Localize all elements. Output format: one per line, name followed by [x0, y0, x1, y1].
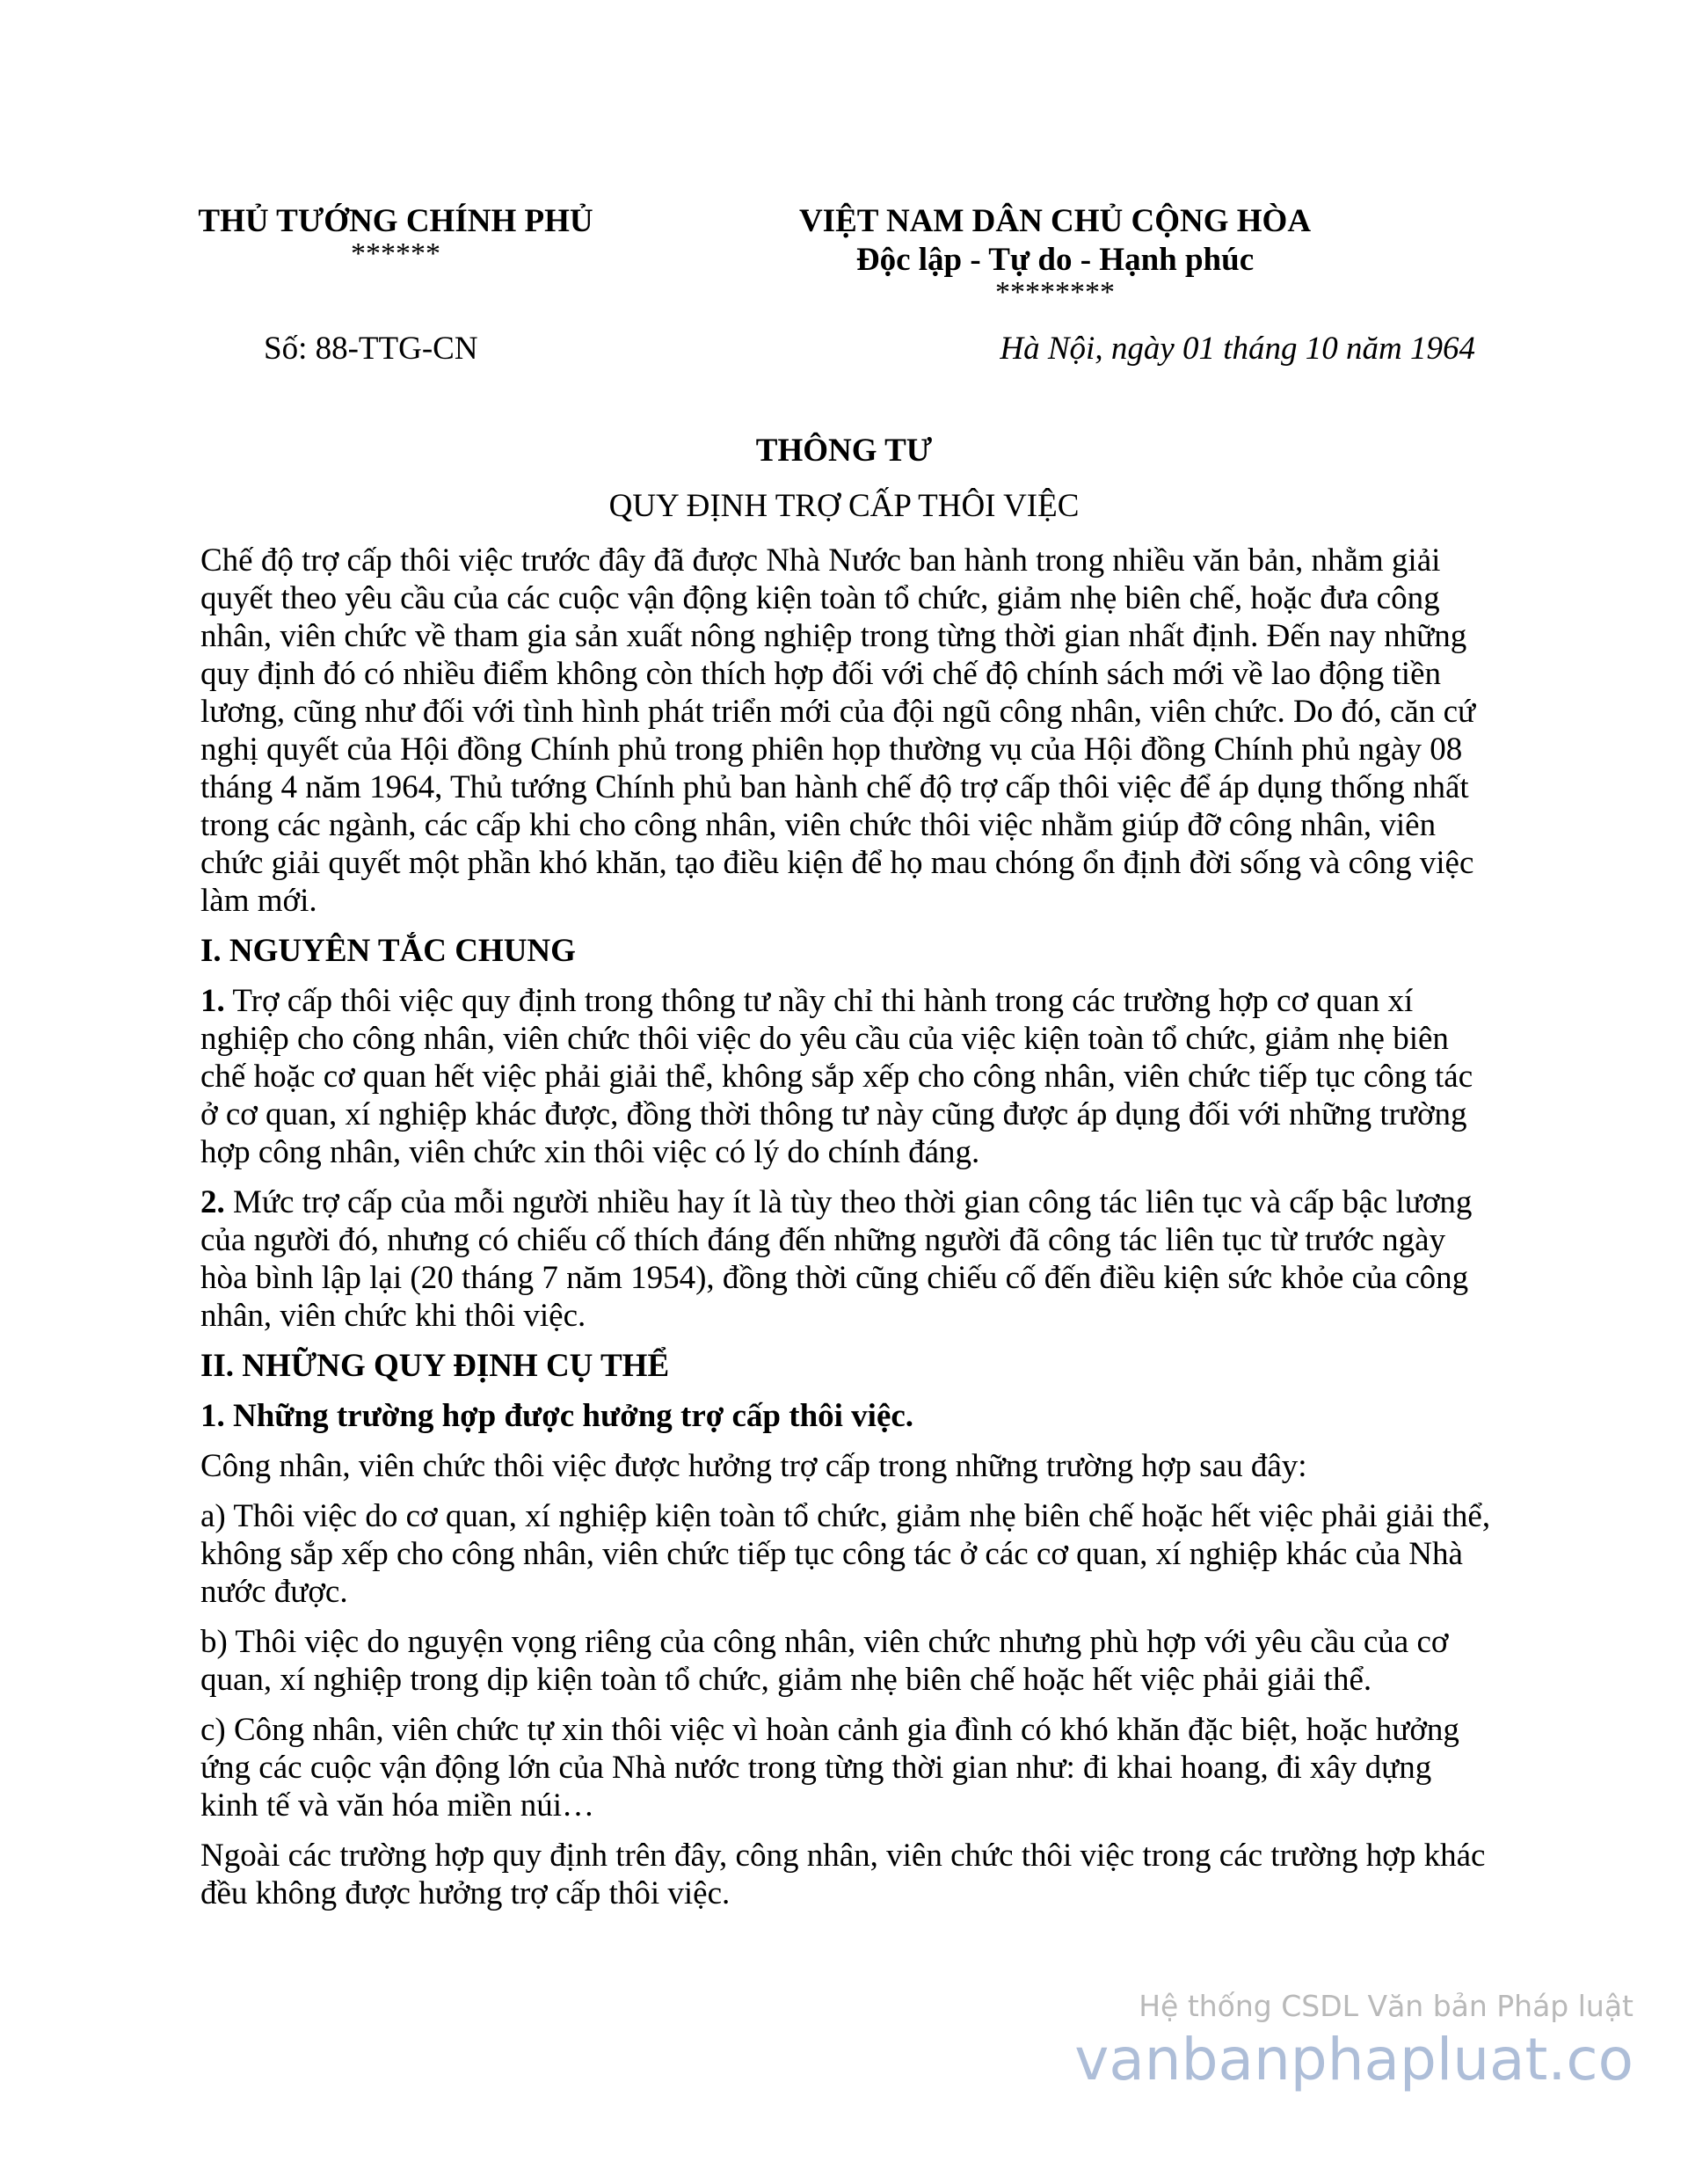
motto-stars: ********: [995, 276, 1115, 309]
case-c: c) Công nhân, viên chức tự xin thôi việc vì hoàn cảnh gia đình có khó khăn đặc biệt, hoặc hưởng ứng các cuộc vận động lớn của Nhà nước trong từng thời gian như: đi khai hoang, đi xây dựng kinh tế và văn hóa miền núi…: [200, 1712, 1459, 1824]
case-a: a) Thôi việc do cơ quan, xí nghiệp kiện toàn tổ chức, giảm nhẹ biên chế hoặc hết việc phải giải thể, không sắp xếp cho công nhân, viên chức tiếp tục công tác ở các cơ quan, xí nghiệp khác của Nhà nước được.: [200, 1498, 1491, 1610]
section-1-item-2: [200, 1183, 1493, 1335]
intro-paragraph: Chế độ trợ cấp thôi việc trước đây đã được Nhà Nước ban hành trong nhiều văn bản, nhằm giải quyết theo yêu cầu của các cuộc vận động kiện toàn tổ chức, giảm nhẹ biên chế, hoặc đưa công nhân, viên chức về tham gia sản xuất nông nghiệp trong từng thời gian nhất định. Đến nay những quy định đó có nhiều điểm không còn thích hợp đối với chế độ chính sách mới về lao động tiền lương, cũng như đối với tình hình phát triển mới của đội ngũ công nhân, viên chức. Do đó, căn cứ nghị quyết của Hội đồng Chính phủ trong phiên họp thường vụ của Hội đồng Chính phủ ngày 08 tháng 4 năm 1964, Thủ tướng Chính phủ ban hành chế độ trợ cấp thôi việc để áp dụng thống nhất trong các ngành, các cấp khi cho công nhân, viên chức thôi việc nhằm giúp đỡ công nhân, viên chức giải quyết một phần khó khăn, tạo điều kiện để họ mau chóng ổn định đời sống và công việc làm mới.: [200, 542, 1476, 919]
issuer-name: THỦ TƯỚNG CHÍNH PHỦ: [198, 203, 593, 239]
national-motto: Độc lập - Tự do - Hạnh phúc: [855, 242, 1255, 278]
watermark-site: vanbanphapluat.co: [1074, 2026, 1633, 2093]
item-number: 2.: [200, 1184, 225, 1220]
item-text: Mức trợ cấp của mỗi người nhiều hay ít là tùy theo thời gian công tác liên tục và cấp bậc lương của người đó, nhưng có chiếu cố thích đáng đến những người đã công tác liên tục từ trước ngày hòa bình lập lại (20 tháng 7 năm 1954), đồng thời cũng chiếu cố đến điều kiện sức khỏe của công nhân, viên chức khi thôi việc.: [200, 1184, 1473, 1334]
issuer-block: [185, 202, 607, 270]
section-2-heading: II. NHỮNG QUY ĐỊNH CỤ THỂ: [200, 1348, 670, 1384]
country-name: VIỆT NAM DÂN CHỦ CỘNG HÒA: [798, 203, 1312, 239]
closing-paragraph: Ngoài các trường hợp quy định trên đây, công nhân, viên chức thôi việc trong các trường hợp khác đều không được hưởng trợ cấp thôi việc.: [200, 1838, 1486, 1911]
section-1-heading: I. NGUYÊN TẮC CHUNG: [200, 933, 576, 969]
document-subject: QUY ĐỊNH TRỢ CẤP THÔI VIỆC: [608, 488, 1080, 524]
place-date: Hà Nội, ngày 01 tháng 10 năm 1964: [1000, 331, 1475, 367]
case-b: b) Thôi việc do nguyện vọng riêng của công nhân, viên chức nhưng phù hợp với yêu cầu của cơ quan, xí nghiệp trong dịp kiện toàn tổ chức, giảm nhẹ biên chế hoặc hết việc phải giải thể.: [200, 1624, 1449, 1698]
item-number: 1.: [200, 983, 225, 1019]
national-motto-block: [747, 202, 1363, 309]
watermark-caption: Hệ thống CSDL Văn bản Pháp luật: [1139, 1989, 1633, 2023]
document-body: [200, 542, 1493, 1925]
document-number: Số: 88-TTG-CN: [264, 331, 478, 367]
section-1-item-1: [200, 982, 1493, 1171]
issuer-stars: ******: [351, 237, 440, 270]
section-2-lead: Công nhân, viên chức thôi việc được hưởng trợ cấp trong những trường hợp sau đây:: [200, 1448, 1307, 1484]
item-text: Trợ cấp thôi việc quy định trong thông tư nầy chỉ thi hành trong các trường hợp cơ quan xí nghiệp cho công nhân, viên chức thôi việc do yêu cầu của việc kiện toàn tổ chức, giảm nhẹ biên chế hoặc cơ quan hết việc phải giải thể, không sắp xếp cho công nhân, viên chức tiếp tục công tác ở cơ quan, xí nghiệp khác được, đồng thời thông tư này cũng được áp dụng đối với những trường hợp công nhân, viên chức xin thôi việc có lý do chính đáng.: [200, 983, 1473, 1170]
document-type: THÔNG TƯ: [755, 433, 933, 469]
section-2-subheading-1: 1. Những trường hợp được hưởng trợ cấp thôi việc.: [200, 1398, 914, 1434]
